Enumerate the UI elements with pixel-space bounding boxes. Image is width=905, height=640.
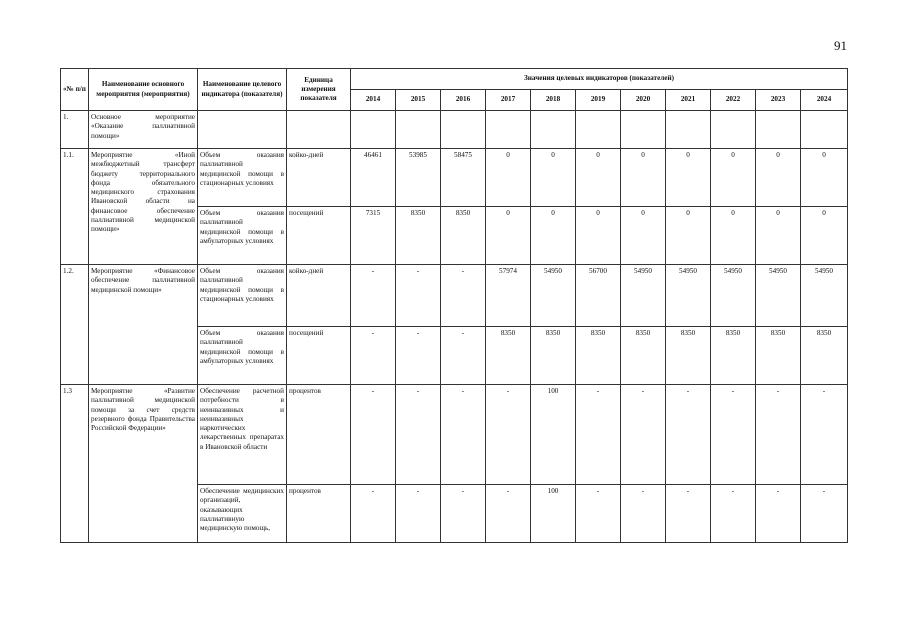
header-year: 2018 — [531, 90, 576, 111]
value-cell: 7315 — [351, 207, 396, 265]
value-cell: 54950 — [756, 265, 801, 327]
value-cell: 58475 — [441, 149, 486, 207]
row-number: 1.3 — [61, 385, 89, 543]
header-year: 2022 — [711, 90, 756, 111]
page-number: 91 — [834, 38, 847, 53]
value-cell: 0 — [756, 207, 801, 265]
event-name: Мероприятие «Иной межбюджетный трансферт бюджету территориального фонда обязательного медицинского страхования Ивановской области на финансовое обеспечение паллиативной медицинской помощи» — [89, 149, 198, 265]
value-cell: 54950 — [531, 265, 576, 327]
value-cell: 54950 — [801, 265, 848, 327]
value-cell: - — [441, 265, 486, 327]
value-cell: 0 — [576, 207, 621, 265]
header-unit: Единица измерения показателя — [287, 69, 351, 111]
value-cell: 0 — [801, 207, 848, 265]
row-number: 1. — [61, 111, 89, 149]
value-cell: 0 — [756, 149, 801, 207]
value-cell: - — [801, 485, 848, 543]
value-cell: 8350 — [666, 327, 711, 385]
unit-cell: посещений — [287, 207, 351, 265]
value-cell: 57974 — [486, 265, 531, 327]
value-cell: - — [576, 385, 621, 485]
value-cell: - — [711, 485, 756, 543]
indicator-name: Объем оказания паллиативной медицинской помощи в амбулаторных условиях — [198, 327, 287, 385]
value-cell: 0 — [711, 207, 756, 265]
value-cell: - — [396, 265, 441, 327]
value-cell: 8350 — [576, 327, 621, 385]
value-cell: - — [666, 485, 711, 543]
value-cell: 8350 — [396, 207, 441, 265]
value-cell: - — [351, 327, 396, 385]
row-number: 1.2. — [61, 265, 89, 385]
value-cell — [711, 111, 756, 149]
value-cell: - — [486, 385, 531, 485]
value-cell: 8350 — [711, 327, 756, 385]
value-cell — [531, 111, 576, 149]
header-year: 2015 — [396, 90, 441, 111]
value-cell: 56700 — [576, 265, 621, 327]
value-cell: 8350 — [486, 327, 531, 385]
value-cell — [441, 111, 486, 149]
indicators-table — [60, 68, 848, 543]
table-row — [61, 385, 848, 485]
value-cell: 0 — [666, 149, 711, 207]
value-cell: - — [396, 385, 441, 485]
header-event: Наименование основного мероприятия (мероприятия) — [89, 69, 198, 111]
value-cell: - — [576, 485, 621, 543]
value-cell: - — [351, 385, 396, 485]
header-year: 2014 — [351, 90, 396, 111]
value-cell: - — [396, 485, 441, 543]
value-cell: 53985 — [396, 149, 441, 207]
header-num: «№ п/п — [61, 69, 89, 111]
header-values-group: Значения целевых индикаторов (показателей) — [351, 69, 848, 90]
value-cell: 0 — [576, 149, 621, 207]
value-cell: 0 — [621, 149, 666, 207]
value-cell: 0 — [531, 149, 576, 207]
value-cell: - — [756, 485, 801, 543]
table-body — [61, 111, 848, 543]
table-row — [61, 149, 848, 207]
unit-cell: койко-дней — [287, 265, 351, 327]
value-cell — [396, 111, 441, 149]
value-cell — [576, 111, 621, 149]
value-cell: 0 — [486, 207, 531, 265]
value-cell: 0 — [486, 149, 531, 207]
header-year: 2019 — [576, 90, 621, 111]
value-cell: - — [441, 485, 486, 543]
event-name: Основное мероприятие «Оказание паллиативной помощи» — [89, 111, 198, 149]
value-cell: 8350 — [531, 327, 576, 385]
value-cell: 100 — [531, 385, 576, 485]
value-cell: 46461 — [351, 149, 396, 207]
value-cell: 8350 — [756, 327, 801, 385]
table-header — [61, 69, 848, 111]
value-cell: - — [441, 327, 486, 385]
table-row — [61, 111, 848, 149]
value-cell — [801, 111, 848, 149]
value-cell: 0 — [711, 149, 756, 207]
unit-cell: койко-дней — [287, 149, 351, 207]
value-cell — [486, 111, 531, 149]
value-cell — [621, 111, 666, 149]
value-cell — [756, 111, 801, 149]
event-name: Мероприятие «Финансовое обеспечение паллиативной медицинской помощи» — [89, 265, 198, 385]
value-cell: 0 — [801, 149, 848, 207]
row-number: 1.1. — [61, 149, 89, 265]
value-cell: 54950 — [711, 265, 756, 327]
indicator-name: Объем оказания паллиативной медицинской помощи в стационарных условиях — [198, 265, 287, 327]
header-year: 2023 — [756, 90, 801, 111]
value-cell: - — [621, 485, 666, 543]
unit-cell: посещений — [287, 327, 351, 385]
value-cell: 100 — [531, 485, 576, 543]
header-year: 2020 — [621, 90, 666, 111]
indicator-name: Объем оказания паллиативной медицинской помощи в стационарных условиях — [198, 149, 287, 207]
value-cell: 0 — [621, 207, 666, 265]
value-cell: 54950 — [666, 265, 711, 327]
value-cell: 0 — [531, 207, 576, 265]
value-cell — [666, 111, 711, 149]
value-cell: - — [621, 385, 666, 485]
value-cell: - — [351, 485, 396, 543]
header-year: 2017 — [486, 90, 531, 111]
value-cell: - — [666, 385, 711, 485]
value-cell: - — [351, 265, 396, 327]
header-indicator: Наименование целевого индикатора (показателя) — [198, 69, 287, 111]
value-cell: - — [441, 385, 486, 485]
indicator-name — [198, 111, 287, 149]
value-cell: 8350 — [801, 327, 848, 385]
value-cell: 8350 — [621, 327, 666, 385]
value-cell: 8350 — [441, 207, 486, 265]
value-cell: 54950 — [621, 265, 666, 327]
value-cell: - — [396, 327, 441, 385]
indicator-name: Обеспечение медицинских организаций, оказывающих паллиативную медицинскую помощь, — [198, 485, 287, 543]
unit-cell: процентов — [287, 485, 351, 543]
unit-cell: процентов — [287, 385, 351, 485]
value-cell: - — [801, 385, 848, 485]
header-year: 2016 — [441, 90, 486, 111]
indicator-name: Обеспечение расчетной потребности в неинвазивных и неинвазивных наркотических лекарственных препаратах в Ивановской области — [198, 385, 287, 485]
value-cell: 0 — [666, 207, 711, 265]
value-cell — [351, 111, 396, 149]
indicator-name: Объем оказания паллиативной медицинской помощи в амбулаторных условиях — [198, 207, 287, 265]
unit-cell — [287, 111, 351, 149]
event-name: Мероприятие «Развитие паллиативной медицинской помощи за счет средств резервного фонда Правительства Российской Федерации» — [89, 385, 198, 543]
value-cell: - — [711, 385, 756, 485]
header-year: 2021 — [666, 90, 711, 111]
value-cell: - — [756, 385, 801, 485]
header-year: 2024 — [801, 90, 848, 111]
table-row — [61, 265, 848, 327]
value-cell: - — [486, 485, 531, 543]
